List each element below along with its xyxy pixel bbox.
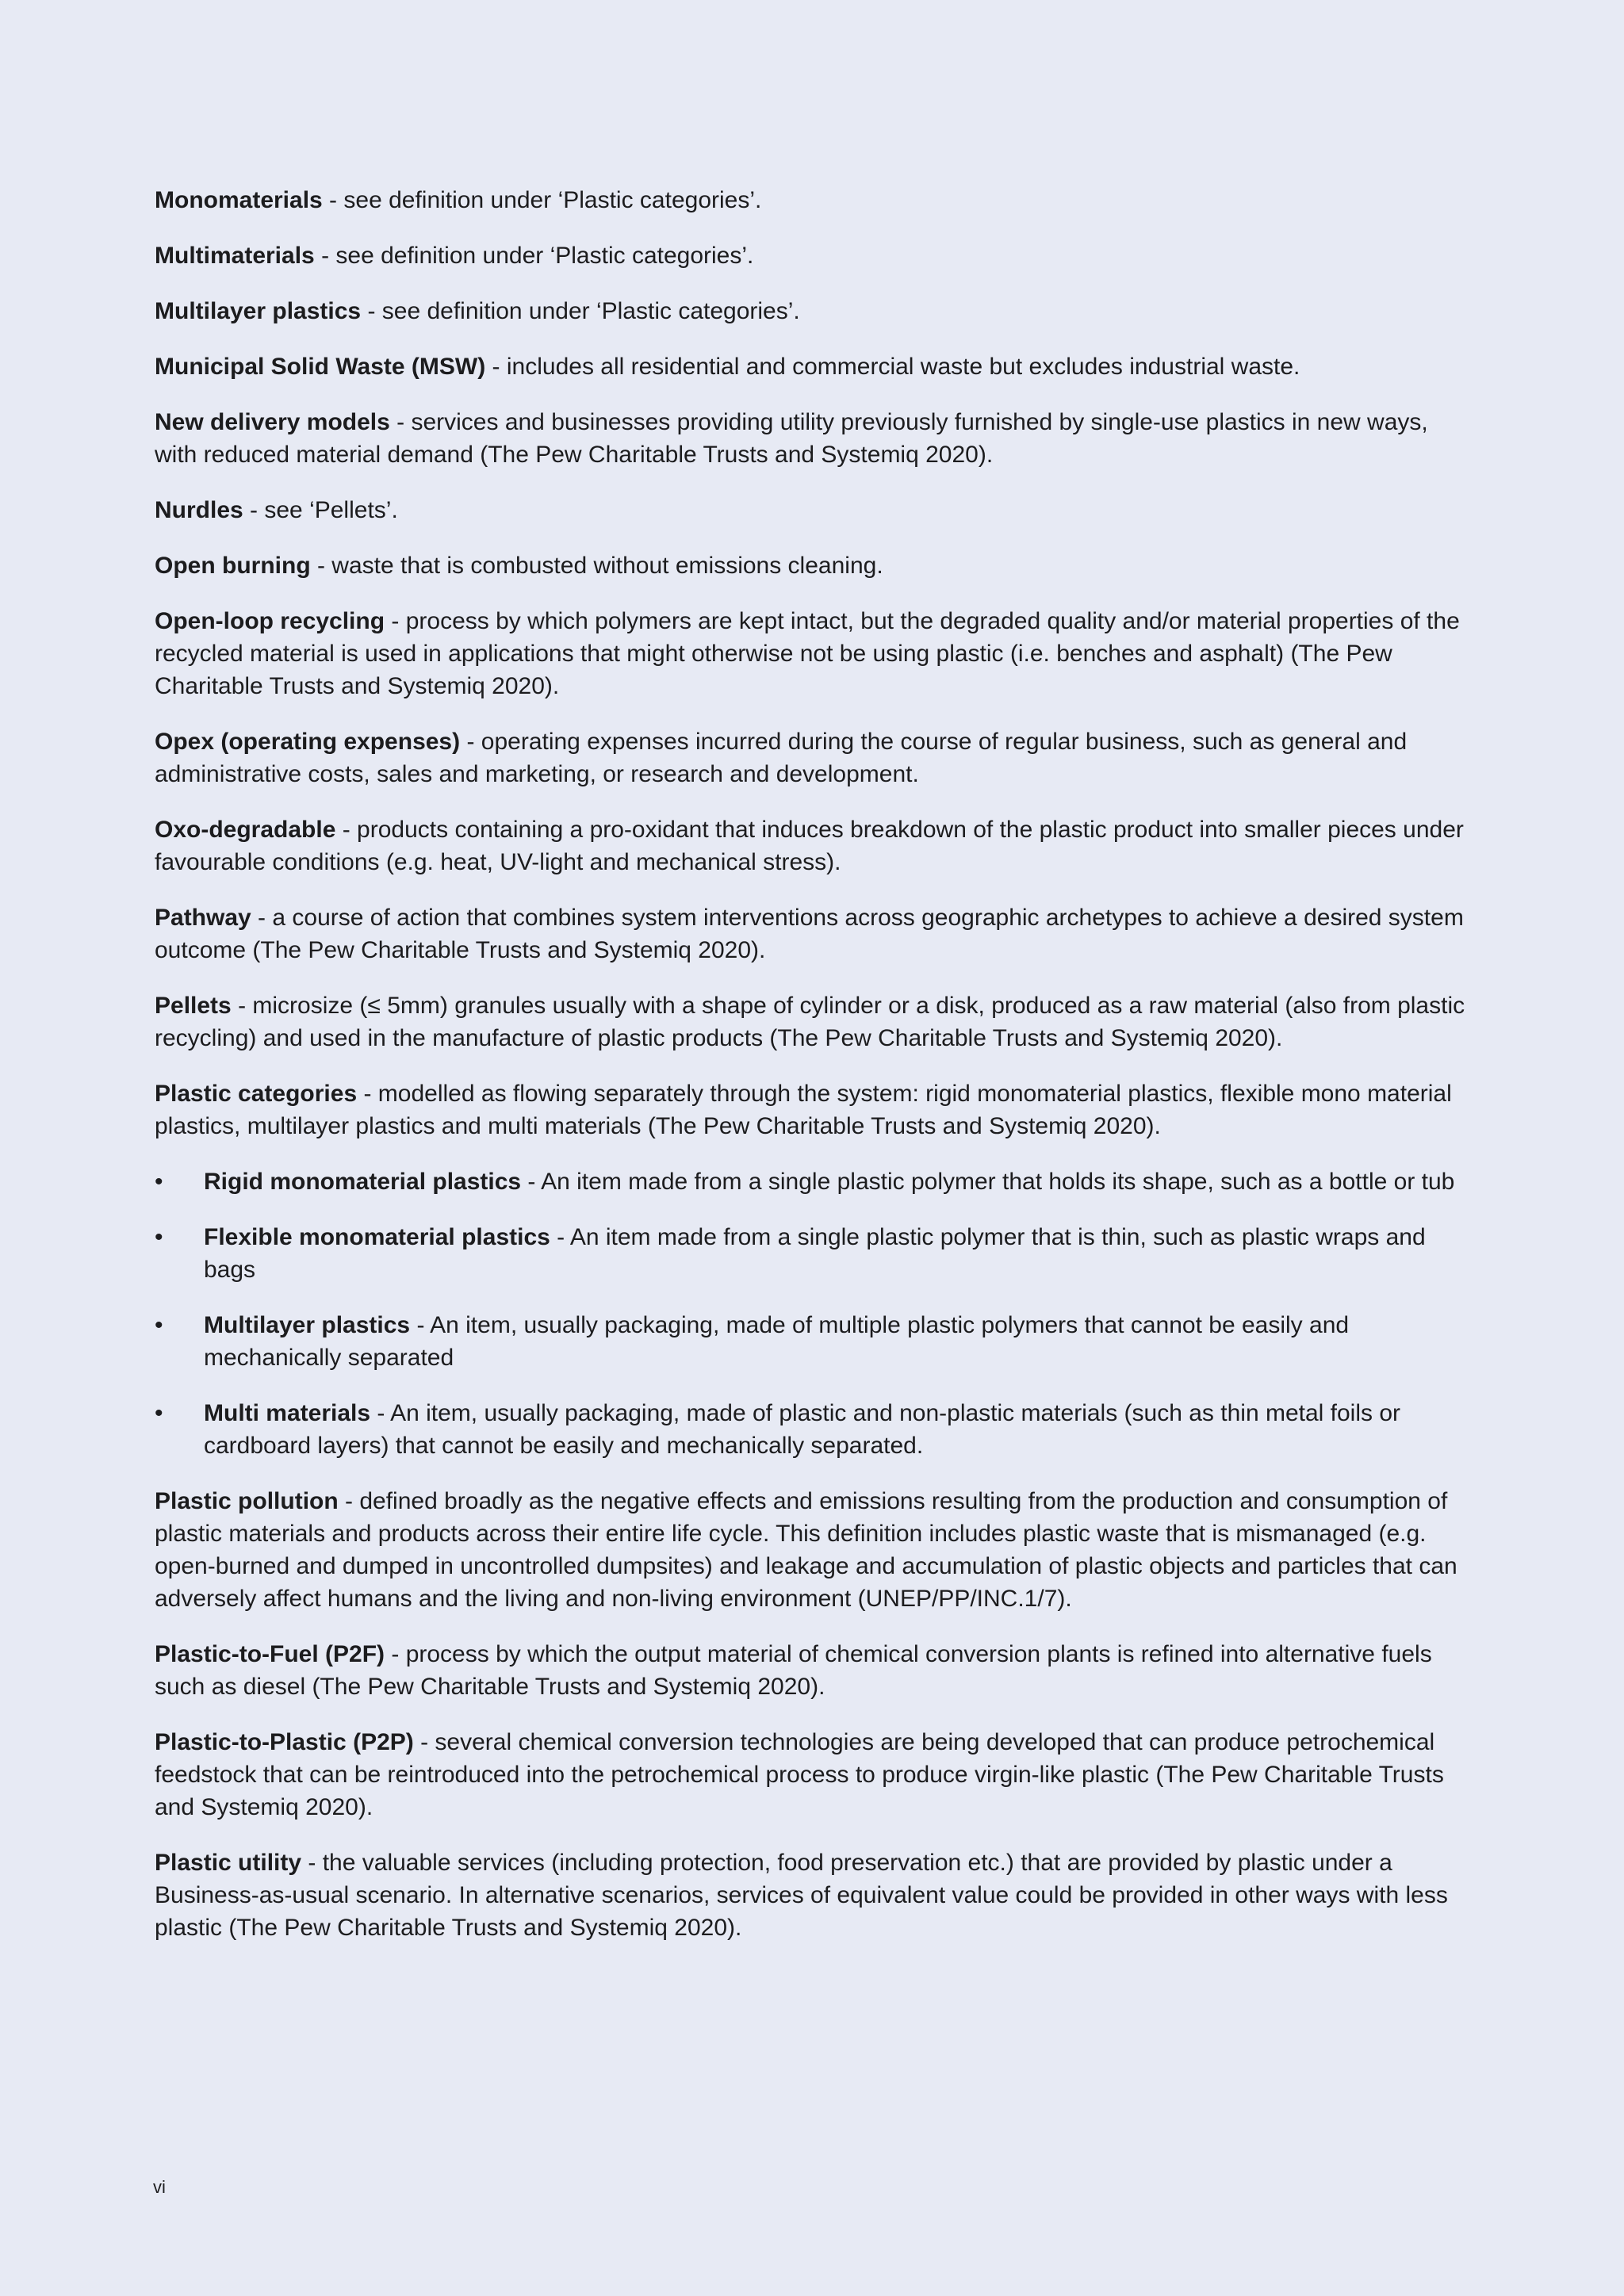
glossary-definition: - defined broadly as the negative effects and emissions resulting from the production and consumption of plastic materials and products across their entire life cycle. This definition includes plastic waste that is mismanaged (e.g. open-burned and dumped in uncontrolled dumpsites) and leakage and accumulation of plastic objects and particles that can adversely affect humans and the living and non-living environment (UNEP/PP/INC.1/7).: [155, 1488, 1457, 1612]
glossary-term: Plastic utility: [155, 1850, 302, 1876]
glossary-definition: - a course of action that combines system interventions across geographic archetypes to achieve a desired system outcome (The Pew Charitable Trusts and Systemiq 2020).: [155, 905, 1464, 963]
glossary-term: Open burning: [155, 553, 311, 579]
glossary-entry: [155, 549, 1475, 582]
glossary-definition: - process by which the output material of chemical conversion plants is refined into alternative fuels such as diesel (The Pew Charitable Trusts and Systemiq 2020).: [155, 1641, 1432, 1700]
glossary-definition: - products containing a pro-oxidant that induces breakdown of the plastic product into smaller pieces under favourable conditions (e.g. heat, UV-light and mechanical stress).: [155, 817, 1464, 875]
glossary-definition: - An item, usually packaging, made of plastic and non-plastic materials (such as thin metal foils or cardboard layers) that cannot be easily and mechanically separated.: [204, 1400, 1401, 1459]
plastic-categories-list: [155, 1165, 1475, 1462]
glossary-definition: - the valuable services (including protection, food preservation etc.) that are provided by plastic under a Business-as-usual scenario. In alternative scenarios, services of equivalent value could be provided in other ways with less plastic (The Pew Charitable Trusts and Systemiq 2020).: [155, 1850, 1448, 1941]
glossary-term: Multilayer plastics: [204, 1312, 411, 1338]
bullet-icon: •: [155, 1400, 163, 1426]
glossary-definition: - several chemical conversion technologies are being developed that can produce petrochemical feedstock that can be reintroduced into the petrochemical process to produce virgin-like plastic (The Pew Charitable Trusts and Systemiq 2020).: [155, 1729, 1444, 1820]
glossary-definition: - modelled as flowing separately through the system: rigid monomaterial plastics, flexible mono material plastics, multilayer plastics and multi materials (The Pew Charitable Trusts and Systemiq 2020).: [155, 1081, 1452, 1139]
glossary-term: Plastic pollution: [155, 1488, 339, 1514]
glossary-term: Multimaterials: [155, 243, 315, 269]
glossary-entry: [155, 494, 1475, 526]
glossary-definition: - An item, usually packaging, made of multiple plastic polymers that cannot be easily and mechanically separated: [204, 1312, 1350, 1371]
glossary-entry: [155, 1077, 1475, 1142]
glossary-term: Opex (operating expenses): [155, 729, 461, 755]
glossary-entry: [155, 406, 1475, 471]
glossary-term: Plastic categories: [155, 1081, 358, 1107]
glossary-entry: [155, 725, 1475, 790]
glossary-term: Multilayer plastics: [155, 298, 362, 324]
glossary-term: Multi materials: [204, 1400, 371, 1426]
glossary-term: Flexible monomaterial plastics: [204, 1224, 550, 1250]
glossary-term: New delivery models: [155, 409, 390, 435]
glossary-entry: [155, 1846, 1475, 1944]
glossary-definition: - services and businesses providing utility previously furnished by single-use plastics in new ways, with reduced material demand (The Pew Charitable Trusts and Systemiq 2020).: [155, 409, 1428, 468]
glossary-term: Plastic-to-Plastic (P2P): [155, 1729, 414, 1755]
glossary-definition: - see definition under ‘Plastic categories’.: [322, 187, 762, 213]
glossary-term: Oxo-degradable: [155, 817, 336, 843]
glossary-term: Plastic-to-Fuel (P2F): [155, 1641, 385, 1667]
glossary-entries-after: [155, 1485, 1475, 1944]
glossary-term: Municipal Solid Waste (MSW): [155, 354, 486, 380]
glossary-entry: [155, 901, 1475, 966]
glossary-term: Monomaterials: [155, 187, 323, 213]
glossary-entry: [155, 1638, 1475, 1703]
glossary-term: Pathway: [155, 905, 251, 931]
glossary-entry: [155, 239, 1475, 272]
glossary-definition: - includes all residential and commercial waste but excludes industrial waste.: [485, 354, 1300, 380]
glossary-entry: [155, 295, 1475, 327]
glossary-entry: [155, 813, 1475, 878]
glossary-term: Nurdles: [155, 497, 243, 523]
list-item: [155, 1221, 1475, 1286]
glossary-entry: [155, 605, 1475, 702]
page-number: vi: [153, 2177, 166, 2197]
glossary-entries-before: [155, 184, 1475, 1142]
glossary-term: Pellets: [155, 993, 232, 1019]
glossary-term: Open-loop recycling: [155, 608, 385, 634]
glossary-entry: [155, 350, 1475, 383]
glossary-definition: - operating expenses incurred during the course of regular business, such as general and administrative costs, sales and marketing, or research and development.: [155, 729, 1408, 787]
glossary-definition: - see definition under ‘Plastic categories’.: [314, 243, 754, 269]
glossary-entry: [155, 1485, 1475, 1615]
list-item: [155, 1309, 1475, 1374]
glossary-definition: - see definition under ‘Plastic categories’.: [361, 298, 800, 324]
list-item: [155, 1165, 1475, 1198]
glossary-definition: - see ‘Pellets’.: [243, 497, 398, 523]
glossary-definition: - An item made from a single plastic polymer that holds its shape, such as a bottle or tub: [521, 1169, 1455, 1195]
glossary-entry: [155, 1726, 1475, 1823]
bullet-icon: •: [155, 1312, 163, 1338]
glossary-definition: - process by which polymers are kept intact, but the degraded quality and/or material properties of the recycled material is used in applications that might otherwise not be using plastic (i.e. benches and asphalt) (The Pew Charitable Trusts and Systemiq 2020).: [155, 608, 1460, 699]
glossary-definition: - An item made from a single plastic polymer that is thin, such as plastic wraps and bags: [204, 1224, 1426, 1283]
bullet-icon: •: [155, 1169, 163, 1195]
bullet-icon: •: [155, 1224, 163, 1250]
glossary-entry: [155, 989, 1475, 1054]
glossary-content: [155, 184, 1475, 1967]
glossary-entry: [155, 184, 1475, 216]
glossary-definition: - waste that is combusted without emissions cleaning.: [310, 553, 883, 579]
glossary-term: Rigid monomaterial plastics: [204, 1169, 522, 1195]
glossary-definition: - microsize (≤ 5mm) granules usually with a shape of cylinder or a disk, produced as a raw material (also from plastic recycling) and used in the manufacture of plastic products (The Pew Charitable Trusts and Systemiq 2020).: [155, 993, 1465, 1051]
list-item: [155, 1397, 1475, 1462]
